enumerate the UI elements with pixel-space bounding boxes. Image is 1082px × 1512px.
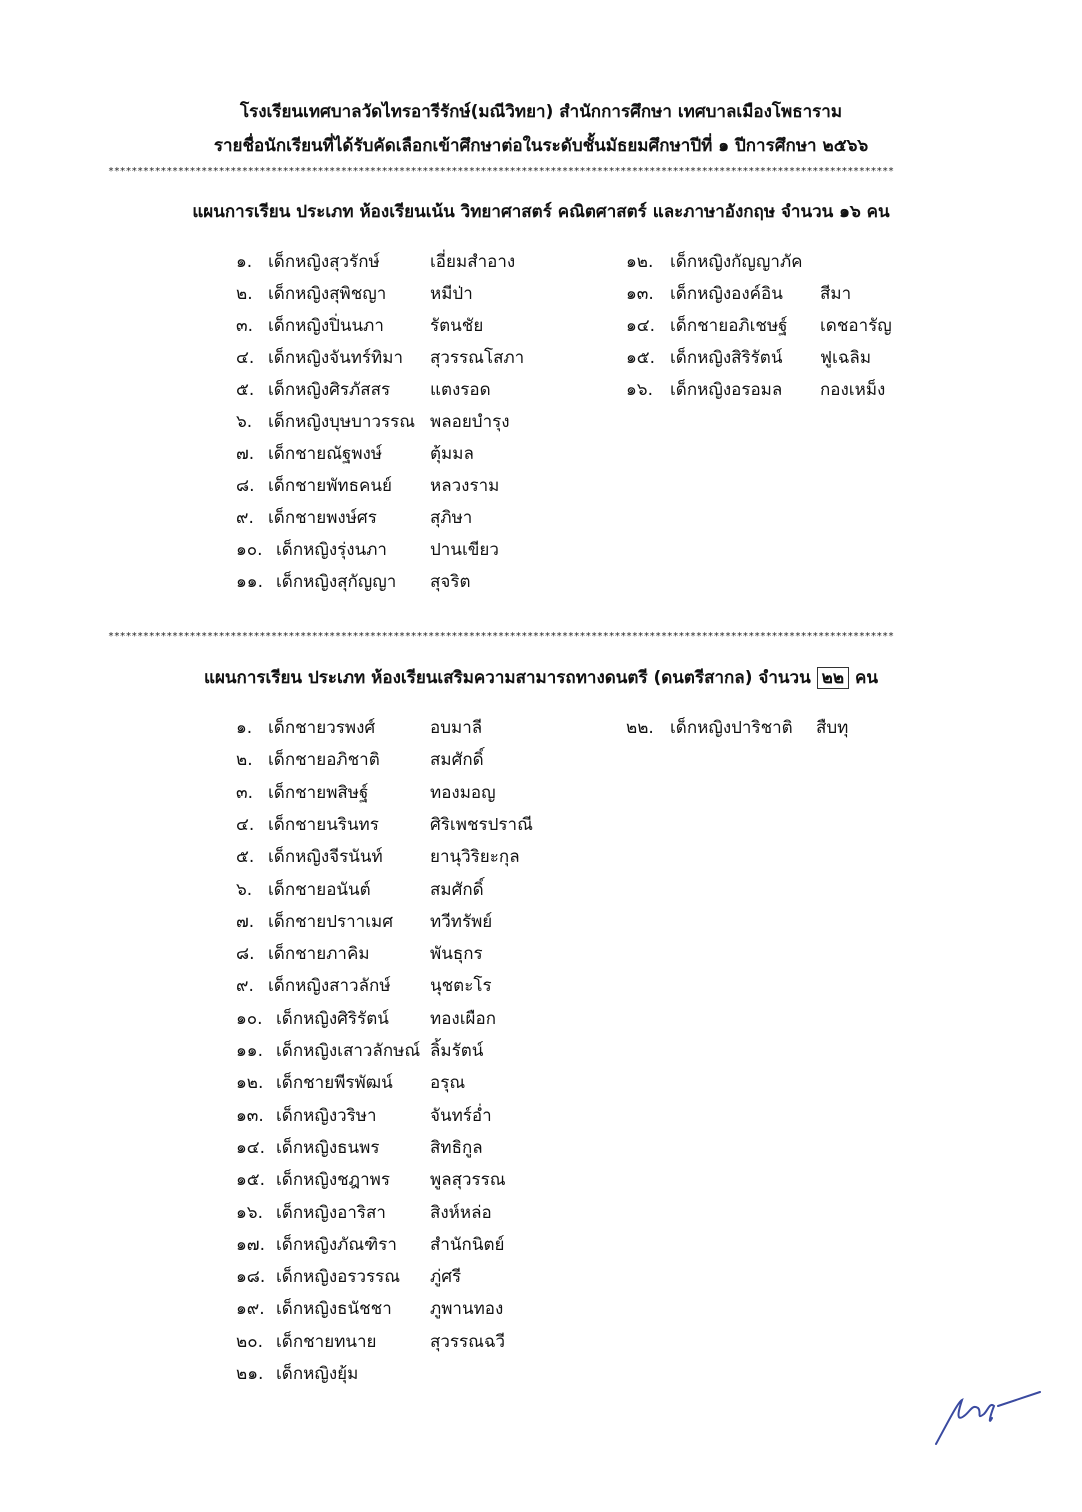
student-number: ๗.	[236, 444, 255, 464]
student-first-name: เด็กหญิงชฎาพร	[276, 1170, 390, 1191]
student-last-name: อบมาลี	[430, 718, 483, 738]
student-last-name: อรุณ	[430, 1073, 466, 1094]
student-number: ๓.	[236, 782, 254, 803]
student-last-name: รัตนชัย	[430, 316, 484, 336]
student-number: ๖.	[236, 879, 253, 900]
student-last-name: พลอยบำรุง	[430, 412, 510, 432]
section2-title	[0, 664, 1082, 691]
student-first-name: เด็กหญิงบุษบาวรรณ	[268, 412, 416, 432]
student-number: ๙.	[236, 508, 254, 528]
student-number: ๑๗.	[236, 1234, 265, 1255]
student-number: ๗.	[236, 911, 255, 932]
student-first-name: เด็กหญิงสาวลักษ์	[268, 976, 391, 997]
student-number: ๑.	[236, 252, 253, 272]
student-first-name: เด็กหญิงอาริสา	[276, 1202, 386, 1223]
student-number: ๒.	[236, 284, 253, 304]
student-first-name: เด็กหญิงสุพิชญา	[268, 284, 387, 304]
student-last-name: จันทร์อ่ำ	[430, 1105, 492, 1126]
student-last-name: ภู่ศรี	[430, 1267, 462, 1288]
separator-2: ***************************************************************************************************************************************	[108, 631, 894, 642]
student-last-name: ฟูเฉลิม	[820, 348, 872, 368]
student-number: ๔.	[236, 348, 255, 368]
section2-title-unit: คน	[854, 668, 878, 688]
student-first-name: เด็กชายพัทธคนย์	[268, 476, 392, 496]
student-last-name: สืบทุ	[816, 718, 849, 738]
student-number: ๑๓.	[626, 284, 654, 304]
student-last-name: ศิริเพชรปราณี	[430, 814, 533, 835]
student-first-name: เด็กหญิงธนพร	[276, 1137, 380, 1158]
student-number: ๑๐.	[236, 540, 263, 560]
student-first-name: เด็กหญิงสุวรักษ์	[268, 252, 380, 272]
student-last-name: ตุ้มมล	[430, 444, 474, 464]
student-first-name: เด็กหญิงยุ้ม	[276, 1364, 359, 1384]
student-first-name: เด็กหญิงสิริรัตน์	[670, 348, 783, 368]
student-first-name: เด็กหญิงสุกัญญา	[276, 572, 397, 592]
student-first-name: เด็กหญิงจีรนันท์	[268, 847, 383, 868]
separator-1: ***************************************************************************************************************************************	[108, 166, 894, 177]
student-last-name: พูลสุวรรณ	[430, 1170, 506, 1191]
student-number: ๑๖.	[626, 380, 653, 400]
student-last-name: สุภิษา	[430, 508, 473, 528]
signature	[928, 1382, 1048, 1452]
student-first-name: เด็กชายณัฐพงษ์	[268, 444, 383, 464]
student-first-name: เด็กชายพสิษฐ์	[268, 782, 369, 803]
student-number: ๑๔.	[626, 316, 656, 336]
student-first-name: เด็กหญิงกัญญาภัค	[670, 252, 803, 272]
student-number: ๑๖.	[236, 1202, 263, 1223]
student-last-name: สุวรรณโสภา	[430, 348, 525, 368]
student-number: ๑๐.	[236, 1008, 263, 1029]
section2-title-text: แผนการเรียน ประเภท ห้องเรียนเสริมความสามารถทางดนตรี (ดนตรีสากล) จำนวน	[204, 668, 811, 688]
student-first-name: เด็กชายทนาย	[276, 1331, 377, 1352]
student-number: ๒๑.	[236, 1364, 264, 1384]
student-last-name: ทวีทรัพย์	[430, 911, 493, 932]
student-first-name: เด็กชายอภิเชษฐ์	[670, 316, 788, 336]
student-number: ๑๙.	[236, 1299, 265, 1320]
student-number: ๑๔.	[236, 1137, 266, 1158]
student-last-name: หลวงราม	[430, 476, 500, 496]
student-first-name: เด็กชายพงษ์ศร	[268, 508, 377, 528]
student-first-name: เด็กหญิงปาริชาติ	[670, 718, 793, 738]
student-first-name: เด็กหญิงวริษา	[276, 1105, 377, 1126]
student-number: ๑๕.	[626, 348, 656, 368]
student-number: ๕.	[236, 380, 255, 400]
student-last-name: สมศักดิ์	[430, 879, 484, 900]
student-last-name: แตงรอด	[430, 380, 491, 400]
student-number: ๑๑.	[236, 1041, 263, 1061]
student-last-name: สีมา	[820, 284, 852, 304]
student-last-name: ทองมอญ	[430, 782, 496, 803]
student-first-name: เด็กหญิงปิ่นนภา	[268, 316, 384, 336]
student-last-name: เอี่ยมสำอาง	[430, 252, 516, 272]
student-number: ๑๑.	[236, 572, 263, 592]
student-number: ๖.	[236, 412, 253, 432]
student-number: ๒๐.	[236, 1331, 263, 1352]
student-number: ๒๒.	[626, 718, 654, 738]
student-first-name: เด็กชายวรพงศ์	[268, 718, 376, 738]
student-last-name: สมศักดิ์	[430, 750, 484, 771]
student-last-name: นุชตะโร	[430, 976, 492, 997]
student-number: ๑๒.	[626, 252, 654, 272]
student-last-name: สิทธิกูล	[430, 1137, 483, 1158]
header-line-2: รายชื่อนักเรียนที่ได้รับคัดเลือกเข้าศึกษาต่อในระดับชั้นมัธยมศึกษาปีที่ ๑ ปีการศึกษา ๒๕๖๖	[213, 136, 869, 156]
student-last-name: สำนักนิตย์	[430, 1234, 505, 1255]
student-first-name: เด็กหญิงองค์อิน	[670, 284, 783, 304]
student-number: ๑๓.	[236, 1105, 264, 1126]
student-first-name: เด็กชายนรินทร	[268, 814, 379, 835]
student-last-name: สิงห์หล่อ	[430, 1202, 492, 1223]
student-last-name: หมีป่า	[430, 284, 473, 304]
student-number: ๑๘.	[236, 1267, 266, 1288]
student-number: ๔.	[236, 814, 255, 835]
student-first-name: เด็กหญิงศิริรัตน์	[276, 1008, 389, 1029]
student-first-name: เด็กหญิงอรวรรณ	[276, 1267, 401, 1288]
student-first-name: เด็กหญิงเสาวลักษณ์	[276, 1041, 421, 1061]
student-number: ๓.	[236, 316, 254, 336]
section1-title: แผนการเรียน ประเภท ห้องเรียนเน้น วิทยาศาสตร์ คณิตศาสตร์ และภาษาอังกฤษ จำนวน ๑๖ คน	[192, 202, 890, 222]
student-last-name: ลิ้มรัตน์	[430, 1041, 484, 1061]
student-last-name: ปานเขียว	[430, 540, 499, 560]
student-first-name: เด็กชายพีรพัฒน์	[276, 1073, 393, 1094]
student-first-name: เด็กหญิงธนัชชา	[276, 1299, 392, 1320]
student-first-name: เด็กหญิงภัณฑิรา	[276, 1234, 397, 1255]
student-last-name: พันธุกร	[430, 944, 483, 965]
student-first-name: เด็กชายปราาเมศ	[268, 911, 394, 932]
student-last-name: ยานุวิริยะกุล	[430, 847, 520, 868]
student-number: ๑๕.	[236, 1170, 266, 1191]
student-number: ๕.	[236, 847, 255, 868]
student-first-name: เด็กหญิงศิรภัสสร	[268, 380, 391, 400]
student-last-name: เดชอารัญ	[820, 316, 892, 336]
student-first-name: เด็กหญิงจันทร์ทิมา	[268, 348, 404, 368]
student-first-name: เด็กชายอภิชาติ	[268, 750, 380, 771]
student-first-name: เด็กหญิงอรอมล	[670, 380, 783, 400]
student-number: ๑.	[236, 718, 253, 738]
student-number: ๘.	[236, 944, 255, 965]
student-number: ๑๒.	[236, 1073, 264, 1094]
header-line-1: โรงเรียนเทศบาลวัดไทรอารีรักษ์(มณีวิทยา) สำนักการศึกษา เทศบาลเมืองโพธาราม	[239, 102, 843, 122]
student-last-name: สุวรรณฉวี	[430, 1331, 506, 1352]
student-last-name: ทองเผือก	[430, 1008, 496, 1029]
student-last-name: กองเหม็ง	[820, 380, 886, 400]
student-number: ๒.	[236, 750, 253, 771]
student-number: ๙.	[236, 976, 254, 997]
student-first-name: เด็กชายอนันต์	[268, 879, 371, 900]
section2-count: ๒๒	[817, 667, 849, 689]
student-last-name: ภูพานทอง	[430, 1299, 504, 1320]
student-last-name: สุจริต	[430, 572, 471, 592]
student-number: ๘.	[236, 476, 255, 496]
student-first-name: เด็กชายภาคิม	[268, 944, 370, 965]
student-first-name: เด็กหญิงรุ่งนภา	[276, 540, 387, 560]
